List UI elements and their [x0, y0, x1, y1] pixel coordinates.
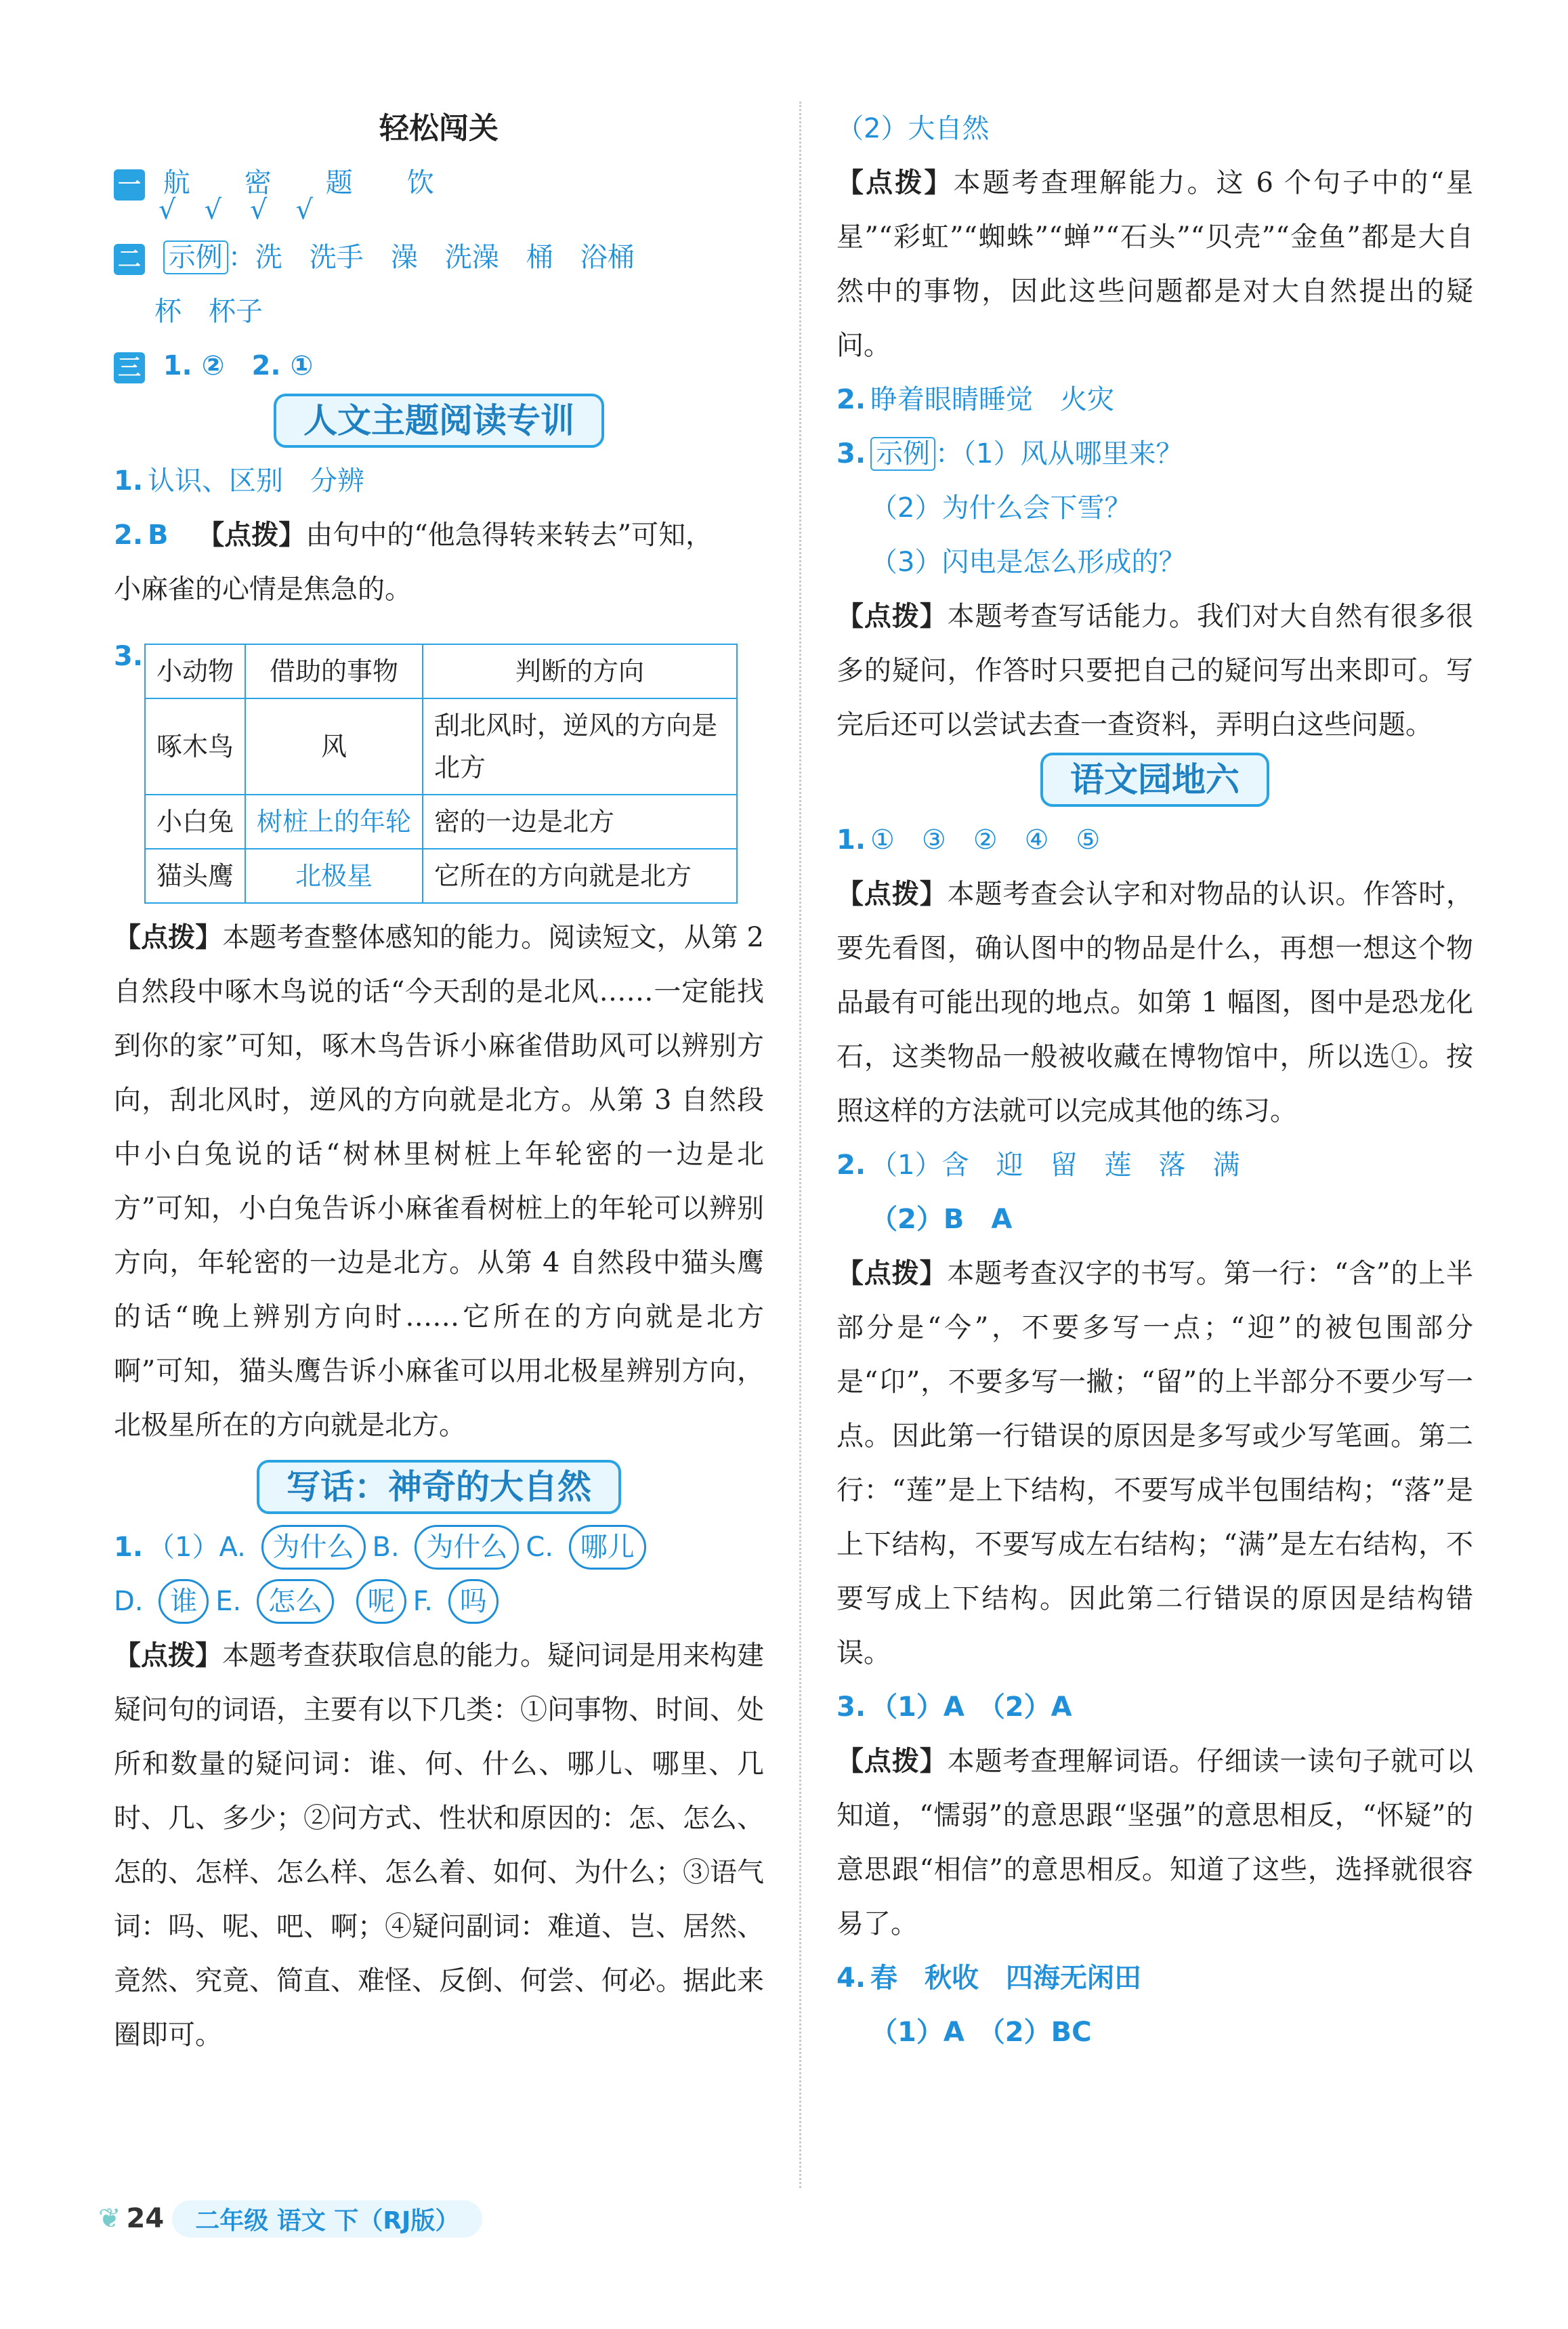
s2-a1-line2	[114, 1574, 764, 1629]
table-cell: 北极星	[245, 849, 423, 903]
g4-num: 4.	[836, 1963, 866, 1994]
table-cell: 刮北风时，逆风的方向是北方	[423, 698, 737, 795]
s1-a2-text2: 小麻雀的心情是焦急的。	[114, 574, 412, 605]
g1-line	[836, 813, 1473, 867]
circled-word: 谁	[158, 1579, 209, 1624]
r3-num: 3.	[836, 438, 866, 469]
g1-tag: 【点拨】	[836, 879, 948, 910]
leaf-icon: ❦	[98, 2203, 121, 2234]
section-title-writing	[114, 1459, 764, 1520]
s2-a1-explanation	[114, 1629, 764, 2062]
q2-line2: 杯 杯子	[154, 296, 263, 327]
option-letter: B.	[372, 1532, 400, 1563]
g1-answer: ① ③ ② ④ ⑤	[870, 824, 1101, 856]
option-letter: C.	[526, 1532, 554, 1563]
s1-answer-2	[114, 508, 764, 562]
r3-answer-2: （2）为什么会下雪？	[870, 492, 1132, 524]
r1-para: 本题考查理解能力。这 6 个句子中的“星星”“彩虹”“蜘蛛”“蝉”“石头”“贝壳”“金鱼”都是大自然中的事物，因此这些问题都是对大自然提出的疑问。	[836, 167, 1474, 361]
s2-a1-tag: 【点拨】	[114, 1640, 222, 1671]
g3-answer: （1）A （2）A	[870, 1692, 1072, 1723]
q3-answer: 1. ② 2. ①	[163, 350, 314, 381]
circled-word: 呢	[356, 1579, 406, 1624]
q2-badge: 二	[114, 244, 145, 275]
r2-answer: 睁着眼睛睡觉 火灾	[870, 384, 1114, 415]
r1-answer: （2）大自然	[836, 113, 990, 144]
footer-book-title: 二年级 语文 下（RJ版）	[172, 2200, 482, 2238]
table-header: 小动物	[145, 644, 245, 698]
option-letter: E.	[215, 1586, 242, 1617]
table-cell: 密的一边是北方	[423, 795, 737, 849]
section-title-reading-text: 人文主题阅读专训	[274, 394, 604, 448]
g1-para: 本题考查会认字和对物品的认识。作答时，要先看图，确认图中的物品是什么，再想一想这个物品最有可能出现的地点。如第 1 幅图，图中是恐龙化石，这类物品一般被收藏在博物馆中，所以选①。按照这样的方法就可以完成其他的练习。	[836, 879, 1474, 1127]
g2-line1	[836, 1138, 1473, 1192]
q3-badge: 三	[114, 352, 145, 383]
g3-tag: 【点拨】	[836, 1746, 948, 1777]
table-row	[145, 795, 737, 849]
s1-answer-1	[114, 454, 764, 508]
option-letter: D.	[114, 1586, 144, 1617]
column-divider	[799, 102, 801, 2188]
s2-a1-prefix: （1）A.	[148, 1532, 246, 1563]
easy-title: 轻松闯关	[379, 111, 499, 146]
s1-a2-ans: B	[148, 520, 169, 551]
direction-table	[144, 644, 738, 904]
left-column	[114, 102, 764, 2062]
g4-answer-2: （1）A （2）BC	[870, 2017, 1092, 2048]
table-row	[145, 698, 737, 795]
q1-checks: √√√√	[158, 194, 341, 226]
table-header-row	[145, 644, 737, 698]
g3-line	[836, 1680, 1473, 1734]
table-row	[145, 849, 737, 903]
s1-a3-num: 3.	[114, 641, 144, 672]
r3-tag: 【点拨】	[836, 601, 948, 632]
section-title-garden-text: 语文园地六	[1040, 753, 1269, 807]
g2-explanation	[836, 1246, 1473, 1680]
r3-example: 示例	[870, 437, 935, 471]
table-cell: 树桩上的年轮	[245, 795, 423, 849]
g1-explanation	[836, 867, 1473, 1138]
q3-line	[114, 339, 764, 393]
r3-para: 本题考查写话能力。我们对大自然有很多很多的疑问，作答时只要把自己的疑问写出来即可。写完后还可以尝试去查一查资料，弄明白这些问题。	[836, 601, 1474, 740]
option-letter: F.	[412, 1586, 433, 1617]
s2-a1-line1	[114, 1520, 764, 1574]
s2-a1-num: 1.	[114, 1532, 144, 1563]
g1-num: 1.	[836, 824, 866, 856]
g2-tag: 【点拨】	[836, 1258, 948, 1289]
g3-para: 本题考查理解词语。仔细读一读句子就可以知道，“懦弱”的意思跟“坚强”的意思相反，“怀疑”的意思跟“相信”的意思相反。知道了这些，选择就很容易了。	[836, 1746, 1474, 1939]
s1-a2-text: 由句中的“他急得转来转去”可知，	[305, 520, 713, 551]
r2-line	[836, 373, 1473, 427]
right-column	[836, 102, 1473, 2059]
table-cell: 小白兔	[145, 795, 245, 849]
g3-num: 3.	[836, 1692, 866, 1723]
g3-explanation	[836, 1734, 1473, 1951]
page-number: 24	[126, 2203, 165, 2234]
circled-word: 哪儿	[569, 1525, 646, 1570]
r2-num: 2.	[836, 384, 866, 415]
r1-explanation	[836, 156, 1473, 373]
circled-word: 为什么	[261, 1525, 366, 1570]
q2-example: 示例	[163, 240, 228, 274]
q2-answer-1: ：洗 洗手 澡 洗澡 桶 浴桶	[228, 242, 635, 273]
g2-num: 2.	[836, 1150, 866, 1181]
s1-a3-tag: 【点拨】	[114, 922, 223, 953]
section-title-writing-text: 写话：神奇的大自然	[257, 1460, 621, 1514]
section-title-garden	[836, 752, 1473, 813]
g4-line	[836, 1951, 1473, 2005]
s1-a2-num: 2.	[114, 520, 144, 551]
r3-explanation	[836, 589, 1473, 752]
circled-word: 为什么	[415, 1525, 519, 1570]
r3-answer-3: （3）闪电是怎么形成的？	[870, 547, 1186, 578]
g2-answer-2: （2）B A	[870, 1204, 1013, 1235]
s2-a1-para: 本题考查获取信息的能力。疑问词是用来构建疑问句的词语，主要有以下几类：①问事物、时间、处所和数量的疑问词：谁、何、什么、哪儿、哪里、几时、几、多少；②问方式、性状和原因的：怎、怎么、怎的、怎样、怎么样、怎么着、如何、为什么；③语气词：吗、呢、吧、啊；④疑问副词：难道、岂、居然、竟然、究竟、简直、难怪、反倒、何尝、何必。据此来圈即可。	[114, 1640, 764, 2051]
g4-answer: 春 秋收 四海无闲田	[870, 1963, 1141, 1994]
circled-word: 怎么	[257, 1579, 334, 1624]
s1-answer-3	[114, 641, 764, 904]
circled-word: 吗	[448, 1579, 499, 1624]
s1-a2-tag: 【点拨】	[197, 520, 306, 551]
table-cell: 猫头鹰	[145, 849, 245, 903]
q2-line1	[114, 230, 764, 285]
section-title-reading	[114, 393, 764, 454]
page-footer	[98, 2195, 482, 2242]
r1-tag: 【点拨】	[836, 167, 954, 198]
r3-answer-1: ：（1）风从哪里来？	[935, 438, 1183, 469]
q1-chars: 航 密 题 饮	[163, 167, 448, 198]
s1-a3-para: 本题考查整体感知的能力。阅读短文，从第 2 自然段中啄木鸟说的话“今天刮的是北风……一定能找到你的家”可知，啄木鸟告诉小麻雀借助风可以辨别方向，刮北风时，逆风的方向就是北方。从第 3 自然段中小白兔说的话“树林里树桩上年轮密的一边是北方”可知，小白兔告诉小麻雀看树桩上的年轮可以辨别方向，年轮密的一边是北方。从第 4 自然段中猫头鹰的话“晚上辨别方向时……它所在的方向就是北方啊”可知，猫头鹰告诉小麻雀可以用北极星辨别方向，北极星所在的方向就是北方。	[114, 922, 764, 1441]
q1-badge: 一	[114, 169, 145, 201]
table-cell: 啄木鸟	[145, 698, 245, 795]
table-cell: 它所在的方向就是北方	[423, 849, 737, 903]
r3-line1	[836, 427, 1473, 481]
s1-a1: 认识、区别 分辨	[148, 465, 364, 497]
s1-a1-num: 1.	[114, 465, 144, 497]
s1-a3-explanation	[114, 910, 764, 1452]
g2-para: 本题考查汉字的书写。第一行：“含”的上半部分是“今”，不要多写一点；“迎”的被包围部分是“卬”，不要多写一撇；“留”的上半部分不要少写一点。因此第一行错误的原因是多写或少写笔画。第二行：“莲”是上下结构，不要写成半包围结构；“落”是上下结构，不要写成左右结构；“满”是左右结构，不要写成上下结构。因此第二行错误的原因是结构错误。	[836, 1258, 1473, 1669]
table-header: 判断的方向	[423, 644, 737, 698]
g2-answer-1: （1）含 迎 留 莲 落 满	[870, 1150, 1240, 1181]
table-header: 借助的事物	[245, 644, 423, 698]
table-cell: 风	[245, 698, 423, 795]
